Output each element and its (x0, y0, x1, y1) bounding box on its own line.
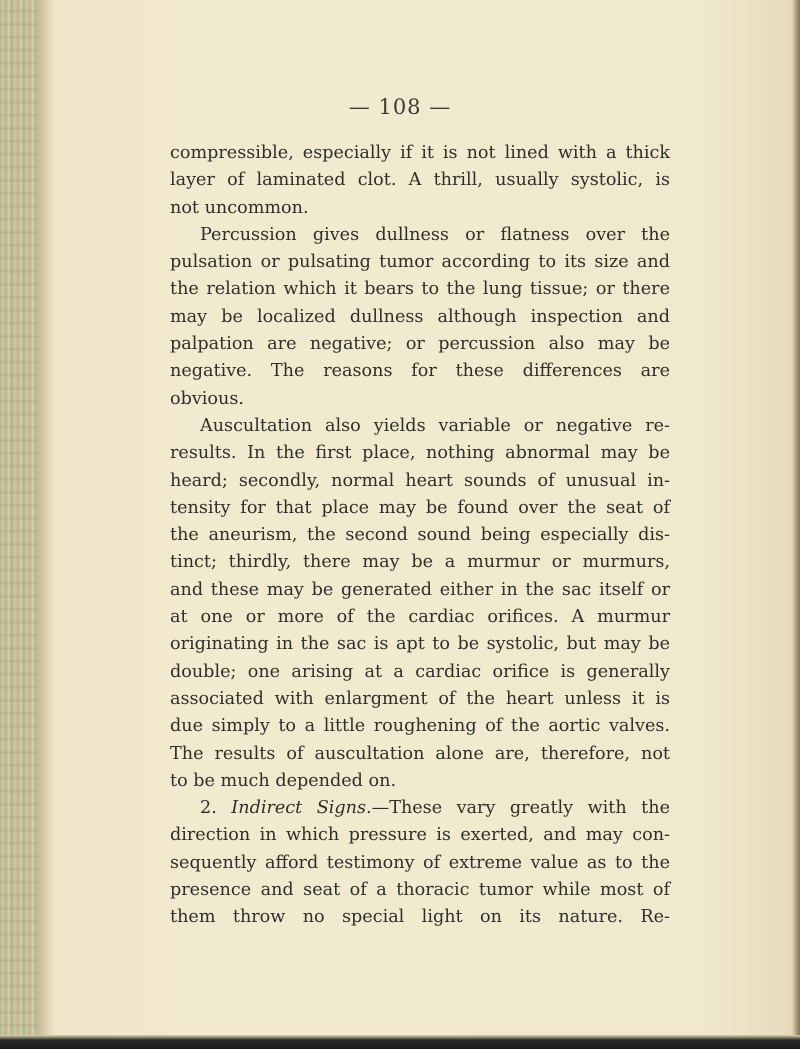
text-line: results. In the first place, nothing abnormal may be (170, 443, 670, 464)
text-line: negative. The reasons for these differences are (170, 361, 670, 382)
book-spine (0, 0, 38, 1049)
page-bottom-edge (0, 1035, 800, 1049)
section-intro: —These vary greatly with the (371, 798, 670, 819)
text-line: tensity for that place may be found over the seat of (170, 497, 670, 518)
text-line: the relation which it bears to the lung tissue; or there (170, 279, 670, 300)
text-line: associated with enlargment of the heart unless it is (170, 688, 670, 709)
text-line: direction in which pressure is exerted, and may con- (170, 825, 670, 846)
page-number: — 108 — (348, 95, 452, 119)
text-line: the aneurism, the second sound being especially dis- (170, 525, 670, 546)
text-line: at one or more of the cardiac orifices. A murmur (170, 607, 670, 628)
text-line: may be localized dullness although inspection and (170, 306, 670, 327)
text-line: heard; secondly, normal heart sounds of unusual in- (170, 470, 670, 491)
indirect-signs-line (170, 795, 670, 822)
text-line: double; one arising at a cardiac orifice is generally (170, 661, 670, 682)
text-line: originating in the sac is apt to be systolic, but may be (170, 634, 670, 655)
text-line: tinct; thirdly, there may be a murmur or murmurs, (170, 552, 670, 573)
text-line: due simply to a little roughening of the aortic valves. (170, 716, 670, 737)
text-line: sequently afford testimony of extreme value as to the (170, 852, 670, 873)
spine-shadow (38, 0, 54, 1049)
text-line: The results of auscultation alone are, therefore, not (170, 743, 670, 764)
text-line: Auscultation also yields variable or negative re- (200, 415, 670, 436)
text-line: and these may be generated either in the sac itself or (170, 579, 670, 600)
text-line: obvious. (170, 388, 244, 409)
text-line: to be much depended on. (170, 770, 397, 791)
text-line: palpation are negative; or percussion also may be (170, 334, 670, 355)
text-line: layer of laminated clot. A thrill, usually systolic, is (170, 170, 670, 191)
section-heading: Indirect Signs. (231, 798, 372, 819)
text-line: pulsation or pulsating tumor according to its size and (170, 252, 670, 273)
body-text (170, 140, 670, 932)
text-line: Percussion gives dullness or flatness over the (200, 224, 670, 245)
text-line: not uncommon. (170, 197, 309, 218)
text-line: them throw no special light on its nature. Re- (170, 907, 670, 928)
section-number: 2. (200, 798, 217, 819)
text-line: presence and seat of a thoracic tumor while most of (170, 880, 670, 901)
page-right-edge (792, 0, 800, 1049)
text-line: compressible, especially if it is not lined with a thick (170, 143, 670, 163)
